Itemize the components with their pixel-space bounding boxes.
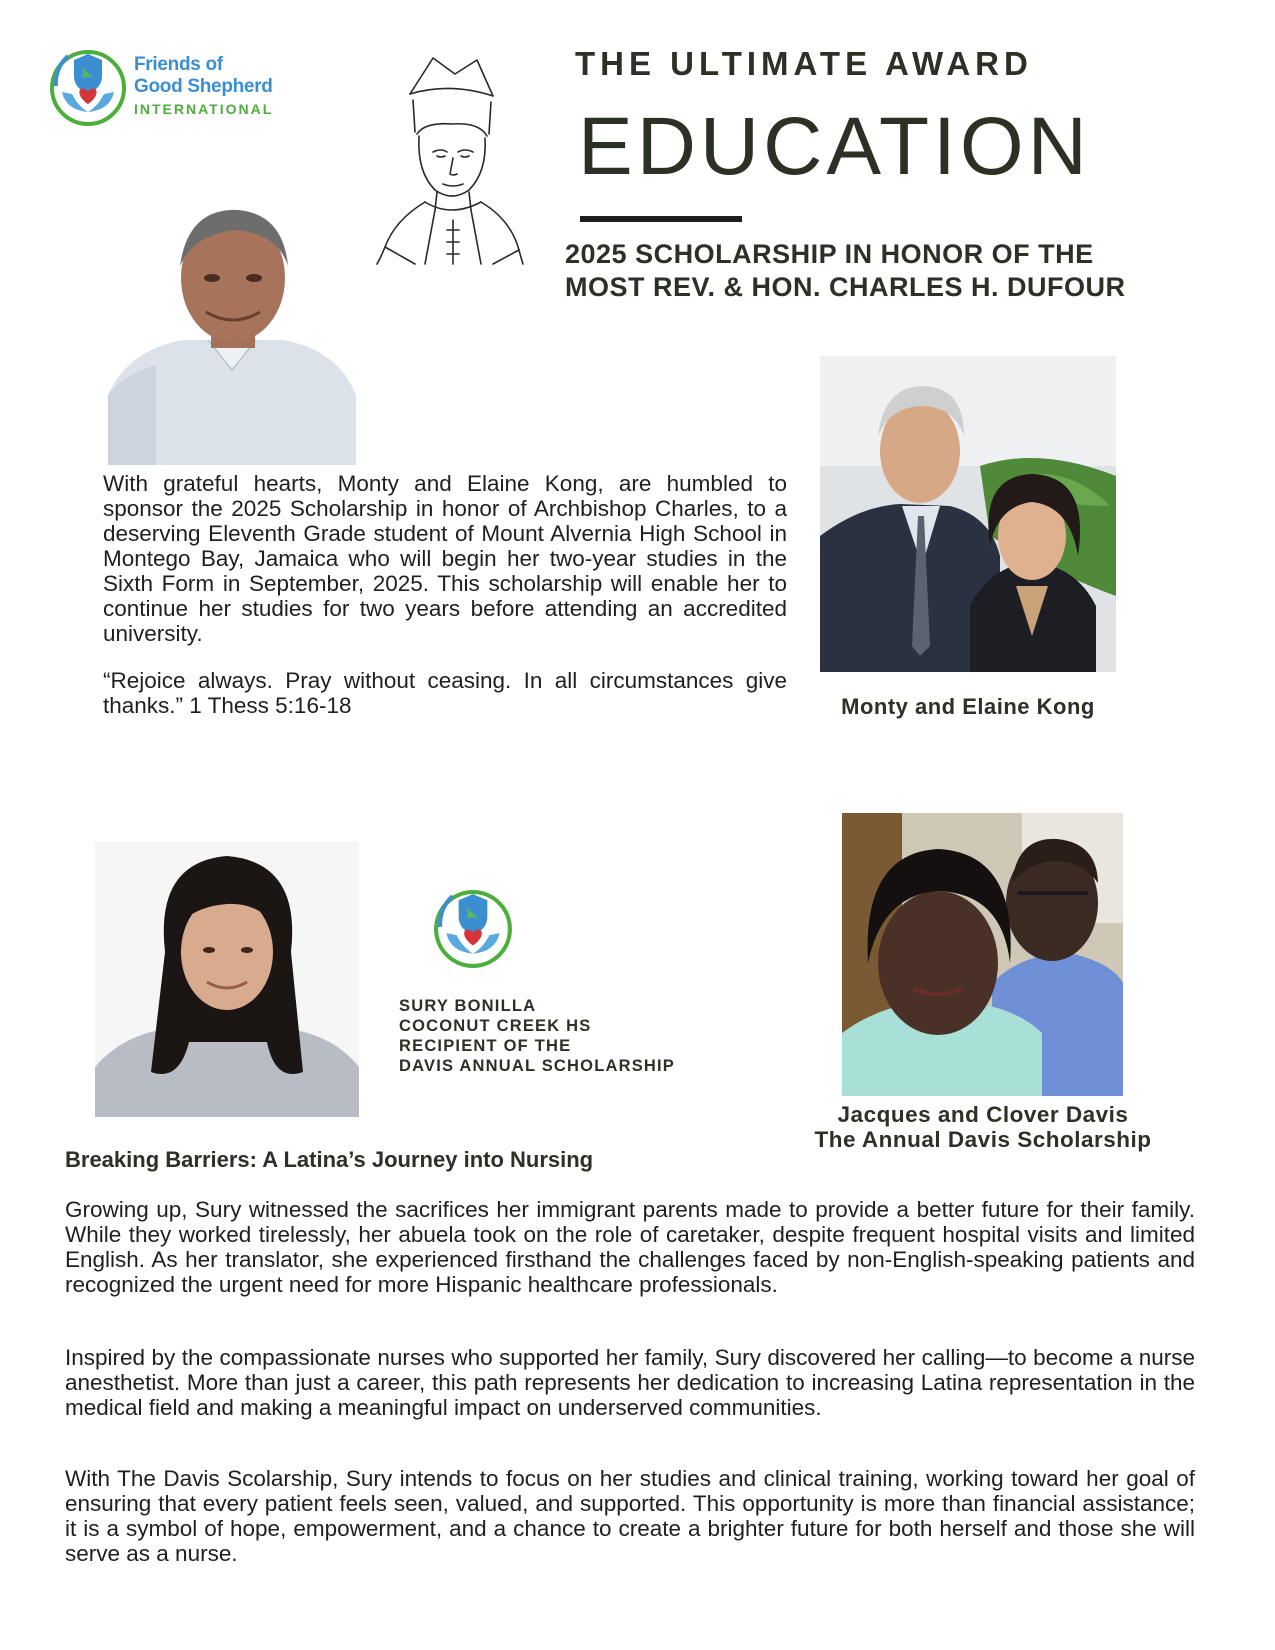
organization-logo <box>48 48 298 128</box>
logo-name-line2: Good Shepherd <box>134 76 273 97</box>
archbishop-sketch-icon <box>355 52 545 267</box>
davis-couple-photo <box>842 813 1123 1096</box>
kong-sponsor-paragraph: With grateful hearts, Monty and Elaine Kong, are humbled to sponsor the 2025 Scholarship in honor of Archbishop Charles, to a deserving Eleventh Grade student of Mount Alvernia High School in Montego Bay, Jamaica who will begin her two-year studies in the Sixth Form in September, 2025. This scholarship will enable her to continue her studies for two years before attending an accredited university. <box>103 471 787 646</box>
recipient-label: RECIPIENT OF THE <box>399 1037 572 1055</box>
sury-bonilla-photo <box>95 842 359 1117</box>
hands-heart-globe-icon <box>432 888 514 970</box>
logo-name-line3: INTERNATIONAL <box>134 101 274 117</box>
kong-photo-caption: Monty and Elaine Kong <box>841 694 1095 719</box>
story-paragraph-1: Growing up, Sury witnessed the sacrifices her immigrant parents made to provide a better future for their family. While they worked tirelessly, her abuela took on the role of caretaker, despite frequent hospital visits and limited English. As her translator, she experienced firsthand the challenges faced by non-English-speaking patients and recognized the urgent need for more Hispanic healthcare professionals. <box>65 1197 1195 1297</box>
hands-heart-globe-icon <box>48 48 128 128</box>
story-heading: Breaking Barriers: A Latina’s Journey into Nursing <box>65 1147 594 1172</box>
recipient-info <box>399 996 675 1076</box>
story-paragraph-2: Inspired by the compassionate nurses who supported her family, Sury discovered her calling—to become a nurse anesthetist. More than just a career, this path represents her dedication to increasing Latina representation in the medical field and making a meaningful impact on underserved communities. <box>65 1345 1195 1420</box>
davis-scholarship-name: The Annual Davis Scholarship <box>814 1127 1152 1152</box>
page-title: EDUCATION <box>578 101 1091 192</box>
story-paragraph-3: With The Davis Scolarship, Sury intends to focus on her studies and clinical training, working toward her goal of ensuring that every patient feels seen, valued, and supported. This opportunity is more than financial assistance; it is a symbol of hope, empowerment, and a chance to create a brighter future for both herself and those she will serve as a nurse. <box>65 1466 1195 1566</box>
bible-quote: “Rejoice always. Pray without ceasing. In all circumstances give thanks.” 1 Thess 5:16-18 <box>103 668 787 718</box>
subtitle-line1: 2025 SCHOLARSHIP IN HONOR OF THE <box>565 239 1094 269</box>
davis-names: Jacques and Clover Davis <box>837 1102 1129 1127</box>
recipient-scholarship: DAVIS ANNUAL SCHOLARSHIP <box>399 1057 676 1075</box>
davis-photo-caption <box>760 1102 1206 1152</box>
subtitle-line2: MOST REV. & HON. CHARLES H. DUFOUR <box>565 272 1126 302</box>
recipient-school: COCONUT CREEK HS <box>399 1017 592 1035</box>
scholarship-subtitle <box>565 238 1126 304</box>
archbishop-photo <box>108 200 356 465</box>
recipient-name: SURY BONILLA <box>399 997 537 1015</box>
logo-name-line1: Friends of <box>134 54 223 75</box>
title-divider <box>580 216 742 222</box>
kong-couple-photo <box>820 356 1116 672</box>
award-kicker: THE ULTIMATE AWARD <box>575 45 1033 82</box>
